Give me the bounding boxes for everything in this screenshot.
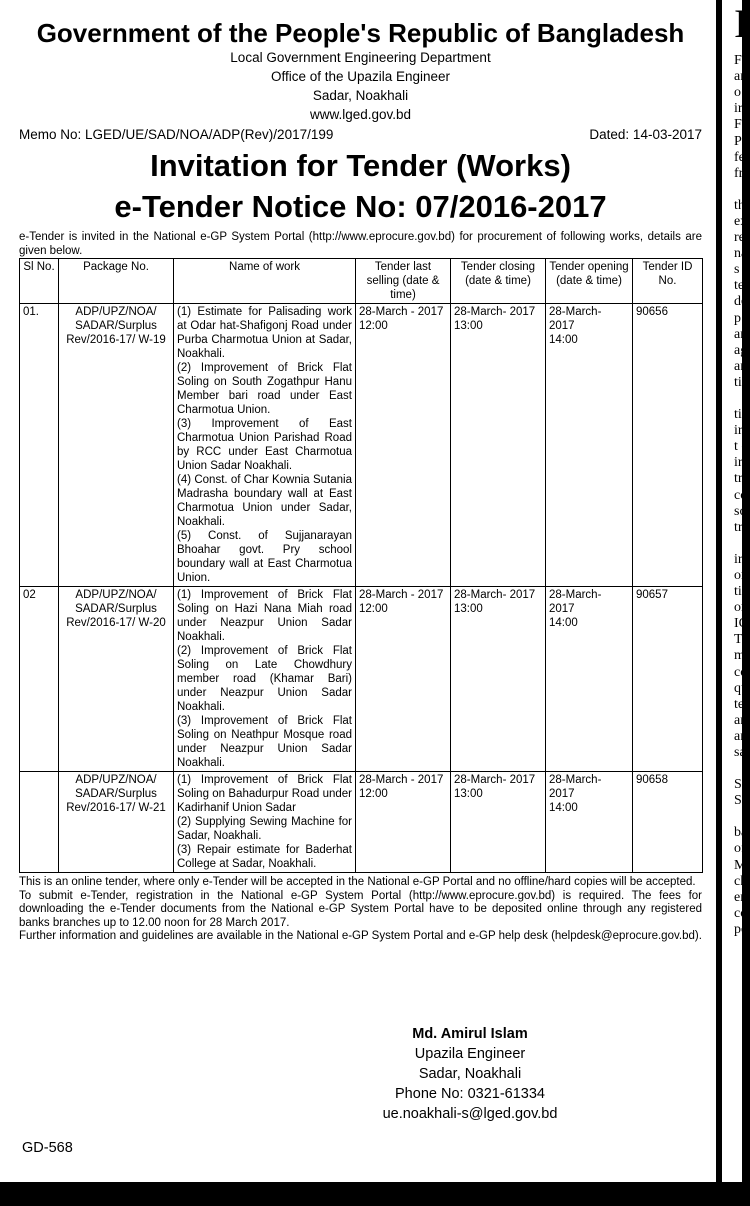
opening-date: 28-March- 2017 <box>549 589 602 615</box>
adjacent-text-fragment: sa <box>734 745 746 760</box>
adjacent-text-fragment: ar <box>734 712 745 728</box>
cell-selling: 28-March - 2017 12:00 <box>356 587 451 772</box>
cell-package: ADP/UPZ/NOA/ SADAR/Surplus Rev/2016-17/ W-20 <box>59 587 174 772</box>
cell-closing <box>451 304 546 587</box>
cell-work <box>174 772 356 873</box>
closing-date: 28-March- 2017 <box>454 306 536 318</box>
closing-time: 13:00 <box>454 603 483 615</box>
adjacent-text-fragment: te <box>734 696 745 712</box>
signatory-email: ue.noakhali-s@lged.gov.bd <box>382 1106 558 1122</box>
cell-tender-id: 90657 <box>633 587 703 772</box>
adjacent-text-fragment: FF <box>734 53 750 68</box>
cell-opening <box>546 587 633 772</box>
adjacent-text-fragment: p <box>734 310 741 326</box>
tender-table <box>19 258 703 873</box>
header-package: Package No. <box>59 259 174 304</box>
signatory-name: Md. Amirul Islam <box>412 1026 528 1042</box>
cell-opening <box>546 304 633 587</box>
adjacent-text-fragment: tis <box>734 584 748 599</box>
footer-note-helpdesk: Further information and guidelines are available in the National e-GP System Portal and e-GP help desk (helpdesk@eprocure.gov.bd). <box>19 930 702 942</box>
cell-opening <box>546 772 633 873</box>
office-location: Sadar, Noakhali <box>312 88 409 103</box>
cell-closing <box>451 587 546 772</box>
drop-cap: I <box>734 1 748 46</box>
cell-sl: 02 <box>20 587 59 772</box>
adjacent-text-fragment: Fl <box>734 117 746 133</box>
cell-work <box>174 587 356 772</box>
work-item: (5) Const. of Sujjanarayan Bhoahar govt. Pry school boundary wall at East Charmotua Union. <box>177 530 352 584</box>
gd-number: GD-568 <box>22 1140 73 1156</box>
footer-note-registration: To submit e-Tender, registration in the National e-GP System Portal (http://www.eprocure.gov.bd) is required. The fees for downloading the e-Tender documents from the National e-GP System Portal have to be deposited online through any registered banks branches up to 12.00 noon for 28 March 2017. <box>19 889 702 929</box>
adjacent-text-fragment: ex <box>734 213 748 229</box>
adjacent-text-fragment: m <box>734 648 745 664</box>
adjacent-text-fragment: ti <box>734 407 742 422</box>
adjacent-text-fragment: sc <box>734 503 746 519</box>
adjacent-text-fragment: co <box>734 487 748 503</box>
opening-time: 14:00 <box>549 802 578 814</box>
cell-sl <box>20 772 59 873</box>
adjacent-text-fragment: ar <box>734 358 745 374</box>
cell-selling: 28-March - 2017 12:00 <box>356 304 451 587</box>
work-item: (1) Estimate for Palisading work at Odar hat-Shafigonj Road under Purba Charmotua Union at Sadar, Noakhali. <box>177 306 352 360</box>
cell-package: ADP/UPZ/NOA/ SADAR/Surplus Rev/2016-17/ W-19 <box>59 304 174 587</box>
adjacent-text-fragment: Po <box>734 133 749 149</box>
adjacent-text-fragment: t c <box>734 439 748 455</box>
cell-selling: 28-March - 2017 12:00 <box>356 772 451 873</box>
adjacent-article-column <box>722 0 750 1182</box>
adjacent-text-fragment: s t <box>734 262 747 278</box>
work-item: (4) Const. of Char Kownia Sutania Madrasha boundary wall at East Charmotua Union under Sadar, Noakhali. <box>177 474 352 528</box>
closing-time: 13:00 <box>454 788 483 800</box>
cell-sl: 01. <box>20 304 59 587</box>
adjacent-text-fragment: or <box>734 600 746 616</box>
signatory-location: Sadar, Noakhali <box>418 1066 522 1082</box>
adjacent-text-fragment: pe <box>734 921 748 937</box>
adjacent-text-fragment: tic <box>734 374 748 390</box>
adjacent-text-fragment: qu <box>734 680 748 696</box>
page-edge <box>0 1182 742 1206</box>
cell-package: ADP/UPZ/NOA/ SADAR/Surplus Rev/2016-17/ W-21 <box>59 772 174 873</box>
table-row <box>20 772 703 873</box>
table-row <box>20 304 703 587</box>
closing-time: 13:00 <box>454 320 483 332</box>
header-id: Tender ID No. <box>633 259 703 304</box>
header-work: Name of work <box>174 259 356 304</box>
signatory-designation: Upazila Engineer <box>414 1046 526 1062</box>
adjacent-text-fragment: ar <box>734 728 745 744</box>
adjacent-text-fragment: ir <box>734 455 743 471</box>
work-item: (3) Repair estimate for Baderhat College at Sadar, Noakhali. <box>177 844 352 870</box>
opening-date: 28-March- 2017 <box>549 306 602 332</box>
title-invitation: Invitation for Tender (Works) <box>150 148 571 183</box>
footer-note-online: This is an online tender, where only e-Tender will be accepted in the National e-GP Portal and no offline/hard copies will be accepted. <box>19 876 696 888</box>
header-opening: Tender opening (date & time) <box>546 259 633 304</box>
adjacent-text-fragment: fr <box>734 165 744 181</box>
signatory-phone: Phone No: 0321-61334 <box>395 1086 545 1102</box>
work-item: (2) Improvement of Brick Flat Soling on Late Chowdhury member road (Khamar Bari) under Neazpur Union Sadar Noakhali. <box>177 645 352 713</box>
intro-paragraph: e-Tender is invited in the National e-GP System Portal (http://www.eprocure.gov.bd) for procurement of following works, details are given below. <box>19 231 702 257</box>
work-item: (2) Improvement of Brick Flat Soling on South Zogathpur Hanu Member bari road under East Charmotua Union. <box>177 362 352 416</box>
opening-date: 28-March- 2017 <box>549 774 602 800</box>
cell-tender-id: 90658 <box>633 772 703 873</box>
government-heading: Government of the People's Republic of Bangladesh <box>36 18 685 48</box>
adjacent-text-fragment: tr <box>734 471 743 487</box>
adjacent-text-fragment: ch <box>734 873 748 889</box>
adjacent-text-fragment: Tl <box>734 632 747 648</box>
adjacent-text-fragment: ar <box>734 326 745 342</box>
adjacent-text-fragment: of <box>734 841 746 857</box>
table-header-row <box>20 259 703 304</box>
title-notice-number: e-Tender Notice No: 07/2016-2017 <box>114 189 607 224</box>
work-item: (2) Supplying Sewing Machine for Sadar, Noakhali. <box>177 816 352 842</box>
memo-line <box>19 126 702 144</box>
closing-date: 28-March- 2017 <box>454 774 536 786</box>
memo-number: Memo No: LGED/UE/SAD/NOA/ADP(Rev)/2017/199 <box>19 127 334 142</box>
adjacent-text-fragment: ar <box>734 69 745 85</box>
header-closing: Tender closing (date & time) <box>451 259 546 304</box>
adjacent-text-fragment: ba <box>734 825 748 841</box>
opening-time: 14:00 <box>549 334 578 346</box>
adjacent-text-fragment: or <box>734 567 746 583</box>
adjacent-text-fragment: te <box>734 278 745 294</box>
header-selling: Tender last selling (date & time) <box>356 259 451 304</box>
adjacent-text-fragment: er <box>734 889 745 905</box>
adjacent-text-fragment: re <box>734 230 745 245</box>
adjacent-text-fragment: th <box>734 197 745 213</box>
adjacent-text-fragment: ir <box>734 101 743 117</box>
adjacent-text-fragment: ir <box>734 423 743 439</box>
header-sl: Sl No. <box>20 259 59 304</box>
adjacent-text-fragment: IC <box>734 616 748 632</box>
adjacent-text-fragment: fe <box>734 149 745 165</box>
department-name: Local Government Engineering Department <box>230 50 491 65</box>
adjacent-text-fragment: co <box>734 664 748 680</box>
office-name: Office of the Upazila Engineer <box>270 69 451 84</box>
adjacent-text-fragment: na <box>734 246 748 262</box>
work-item: (3) Improvement of East Charmotua Union Parishad Road by RCC under East Charmotua Union Sadar Noakhali. <box>177 418 352 472</box>
table-row <box>20 587 703 772</box>
adjacent-text-fragment: co <box>734 905 748 921</box>
cell-tender-id: 90656 <box>633 304 703 587</box>
adjacent-text-fragment: St <box>734 793 746 809</box>
website: www.lged.gov.bd <box>309 107 412 122</box>
cell-work <box>174 304 356 587</box>
adjacent-text-fragment: tr <box>734 519 743 535</box>
closing-date: 28-March- 2017 <box>454 589 536 601</box>
cell-closing <box>451 772 546 873</box>
work-item: (1) Improvement of Brick Flat Soling on Hazi Nana Miah road under Neazpur Union Sadar Noakhali. <box>177 589 352 643</box>
memo-date: Dated: 14-03-2017 <box>589 127 702 142</box>
work-item: (1) Improvement of Brick Flat Soling on Bahadurpur Road under Kadirhanif Union Sadar <box>177 774 352 814</box>
adjacent-text-fragment: de <box>734 294 748 310</box>
adjacent-text-fragment: M <box>734 857 747 873</box>
adjacent-text-fragment: ag <box>734 342 748 358</box>
adjacent-text-fragment: o <box>734 85 741 101</box>
adjacent-text-fragment: ir <box>734 551 743 567</box>
work-item: (3) Improvement of Brick Flat Soling on Neathpur Mosque road under Neazpur Union Sadar Noakhali. <box>177 715 352 769</box>
opening-time: 14:00 <box>549 617 578 629</box>
adjacent-text-fragment: Se <box>734 777 748 793</box>
